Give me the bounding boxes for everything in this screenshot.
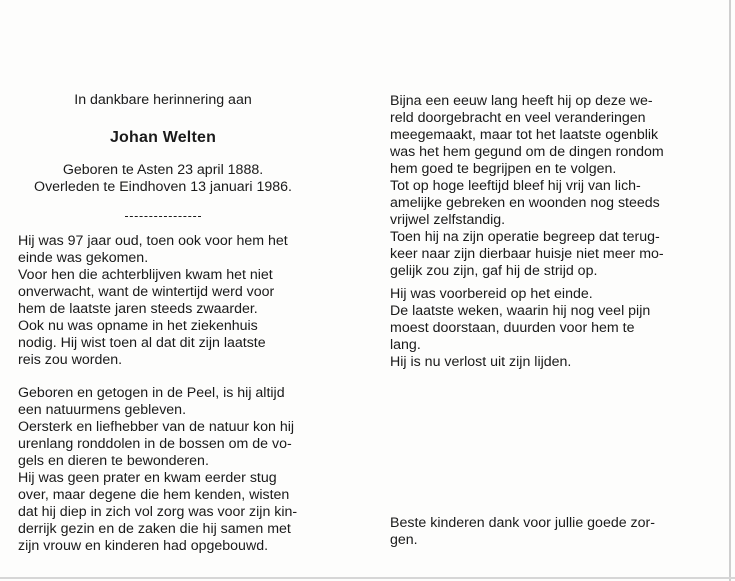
death-line: Overleden te Eindhoven 13 januari 1986. — [34, 179, 292, 195]
left-paragraph-2: Geboren en getogen in de Peel, is hij altijd een natuurmens gebleven. Oersterk en liefhebber van de natuur kon hij urenlang ronddolen in de bossen om de vo- gels en dieren te bewonderen. Hij was geen prater en kwam eerder stug over, maar degene die hem kenden, wisten dat hij diep in zich vol zorg was voor zijn kin- derrijk gezin en de zaken die hij samen met zijn vrouw en kinderen had opgebouwd. — [18, 385, 298, 554]
life-dates — [18, 162, 308, 196]
deceased-name: Johan Welten — [109, 129, 217, 146]
card-edge-bottom — [0, 577, 735, 579]
card-edge-right — [729, 0, 731, 581]
left-paragraph-1: Hij was 97 jaar oud, toen ook voor hem het einde was gekomen. Voor hen die achterblijven kwam het niet onverwacht, want de wintertijd werd voor hem de laatste jaren steeds zwaarder. Ook nu was opname in het ziekenhuis nodig. Hij wist toen al dat dit zijn laatste reis zou worden. — [18, 233, 288, 368]
closing-note: Beste kinderen dank voor jullie goede zor- gen. — [390, 515, 655, 548]
right-paragraph-1: Bijna een eeuw lang heeft hij op deze we- reld doorgebracht en veel veranderingen meegemaakt, maar tot het laatste ogenblik was het hem gegund om de dingen rondom hem goed te begrijpen en te volgen. Tot op hoge leeftijd bleef hij vrij van lich- amelijke gebreken en woonden nog steeds vrijwel zelfstandig. Toen hij na zijn operatie begreep dat terug- keer naar zijn dierbaar huisje niet meer mo- gelijk zou zijn, gaf hij de strijd op. — [390, 93, 664, 279]
right-paragraph-2: Hij was voorbereid op het einde. De laatste weken, waarin hij nog veel pijn moest doorstaan, duurden voor hem te lang. Hij is nu verlost uit zijn lijden. — [390, 286, 651, 370]
birth-line: Geboren te Asten 23 april 1888. — [62, 162, 264, 178]
dashed-divider — [18, 204, 308, 220]
intro-line: In dankbare herinnering aan — [74, 92, 252, 108]
